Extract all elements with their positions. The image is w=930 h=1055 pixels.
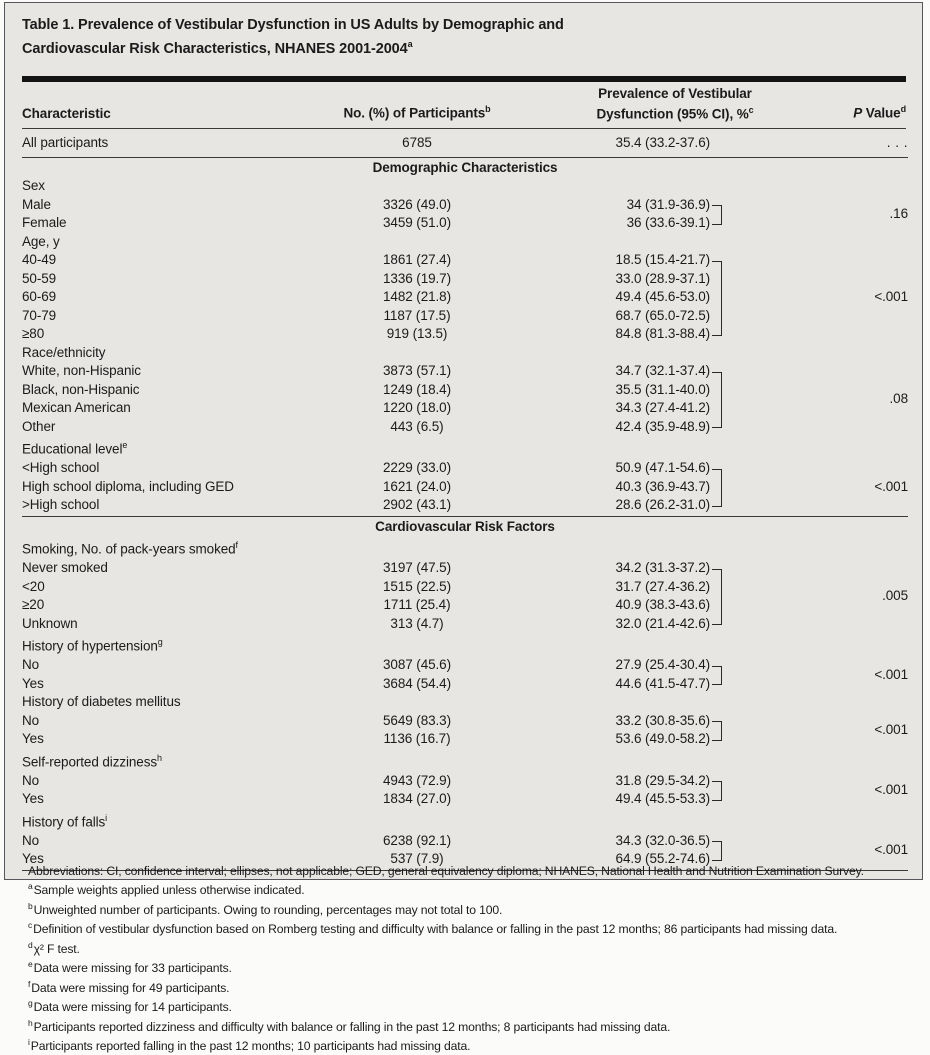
prevalence-cell: 49.4 (45.6-53.0) (615, 289, 710, 305)
group-label: Race/ethnicity (22, 344, 106, 360)
bracket-cell (710, 288, 726, 307)
prevalence-cell: 35.4 (33.2-37.6) (615, 134, 710, 150)
bracket-cell (710, 730, 726, 749)
column-header-participants: No. (%) of Participants$^b$ (343, 104, 491, 121)
group-label-row (22, 233, 908, 252)
characteristic-cell: No (22, 712, 40, 728)
participants-cell: 1136 (16.7) (383, 731, 451, 747)
prevalence-cell: 50.9 (47.1-54.6) (615, 460, 710, 476)
group-bracket (712, 399, 722, 419)
footnote-h (28, 1016, 924, 1035)
footnote-marker: i (105, 812, 108, 823)
abbreviations-note (28, 864, 924, 879)
prevalence-cell: 53.6 (49.0-58.2) (615, 731, 710, 747)
characteristic-cell: Mexican American (22, 400, 131, 416)
pvalue-cell: . . . (886, 134, 908, 150)
prevalence-cell: 34.7 (32.1-37.4) (615, 363, 710, 379)
footnote-marker: f (235, 540, 238, 551)
bracket-cell (710, 362, 726, 381)
participants-cell: 1187 (17.5) (383, 307, 451, 323)
characteristic-cell: 60-69 (22, 289, 57, 305)
participants-cell: 3326 (49.0) (383, 196, 451, 212)
characteristic-cell: 40-49 (22, 252, 57, 268)
group-label-row (22, 536, 908, 559)
group-bracket (712, 674, 722, 685)
table-row (22, 559, 908, 578)
participants-cell: 919 (13.5) (386, 326, 448, 342)
group-label: Age, y (22, 233, 60, 249)
bracket-cell (710, 578, 726, 597)
participants-cell: 1249 (18.4) (383, 381, 451, 397)
prevalence-cell: 34 (31.9-36.9) (626, 196, 710, 212)
footnote-marker: g (157, 637, 163, 648)
data-table (22, 129, 908, 872)
characteristic-cell: <High school (22, 460, 100, 476)
characteristic-cell: No (22, 772, 40, 788)
group-bracket (712, 850, 722, 861)
bracket-cell (710, 496, 726, 515)
bracket-cell (710, 459, 726, 478)
prevalence-cell: 34.3 (27.4-41.2) (615, 400, 710, 416)
footnote-text: Data were missing for 14 participants. (33, 1000, 232, 1015)
participants-cell: 1482 (21.8) (383, 289, 451, 305)
column-header-row (22, 82, 906, 129)
prevalence-cell: 33.2 (30.8-35.6) (615, 712, 710, 728)
table-row (22, 712, 908, 731)
prevalence-cell: 40.9 (38.3-43.6) (615, 597, 710, 613)
table-row (22, 656, 908, 675)
group-label-row (22, 809, 908, 832)
group-bracket (712, 477, 722, 497)
table-row (22, 129, 908, 156)
prevalence-cell: 28.6 (26.2-31.0) (615, 497, 710, 513)
characteristic-cell: Male (22, 196, 51, 212)
characteristic-cell: Female (22, 215, 67, 231)
participants-cell: 6238 (92.1) (383, 832, 451, 848)
group-bracket (712, 596, 722, 616)
group-label: Sex (22, 178, 45, 194)
group-bracket (712, 214, 722, 225)
prevalence-cell: 40.3 (36.9-43.7) (615, 478, 710, 494)
pvalue-cell: <.001 (874, 478, 908, 494)
footnote-marker: d (28, 939, 33, 950)
prevalence-cell: 34.2 (31.3-37.2) (615, 560, 710, 576)
footnote-marker: e (122, 440, 128, 451)
footnote-marker: a (28, 881, 33, 892)
footnote-text: Data were missing for 33 participants. (33, 961, 232, 976)
participants-cell: 1336 (19.7) (383, 270, 451, 286)
participants-cell: 3459 (51.0) (383, 215, 451, 231)
pvalue-cell: .08 (889, 391, 908, 407)
group-label-row (22, 633, 908, 656)
participants-cell: 2902 (43.1) (383, 497, 451, 513)
footnote-marker: c (28, 920, 33, 931)
title-footnote-marker: a (407, 39, 413, 49)
group-bracket (712, 577, 722, 597)
footnote-d (28, 938, 924, 957)
bracket-cell (710, 559, 726, 578)
group-label-row (22, 749, 908, 772)
bracket-cell (710, 675, 726, 694)
footnote-e (28, 957, 924, 976)
characteristic-cell: Never smoked (22, 560, 108, 576)
section-header-row (22, 159, 908, 178)
column-header-pvalue: P Value$^d$ (853, 104, 906, 121)
footnote-g (28, 996, 924, 1015)
prevalence-cell: 31.8 (29.5-34.2) (615, 772, 710, 788)
group-label-row (22, 436, 908, 459)
table-row (22, 196, 908, 215)
prevalence-cell: 68.7 (65.0-72.5) (615, 307, 710, 323)
participants-cell: 3684 (54.4) (383, 675, 451, 691)
group-bracket (712, 269, 722, 289)
footnote-marker: g (28, 998, 33, 1009)
footnote-marker: h (157, 752, 162, 763)
participants-cell: 443 (6.5) (390, 418, 444, 434)
participants-cell: 1515 (22.5) (383, 578, 451, 594)
pvalue-cell: <.001 (874, 782, 908, 798)
pvalue-cell: <.001 (874, 666, 908, 682)
footnote-b (28, 899, 924, 918)
participants-cell: 5649 (83.3) (383, 712, 451, 728)
group-label: Smoking, No. of pack-years smoked$^f$ (22, 540, 238, 557)
participants-cell: 1621 (24.0) (383, 478, 451, 494)
column-header-prevalence: Prevalence of Vestibular Dysfunction (95% CI), %$^c$ (596, 86, 754, 122)
group-bracket (712, 380, 722, 400)
prevalence-cell: 27.9 (25.4-30.4) (615, 657, 710, 673)
prevalence-cell: 33.0 (28.9-37.1) (615, 270, 710, 286)
pvalue-cell: <.001 (874, 722, 908, 738)
group-label-row (22, 344, 908, 363)
participants-cell: 4943 (72.9) (383, 772, 451, 788)
pvalue-cell: .005 (882, 588, 908, 604)
participants-cell: 3087 (45.6) (383, 657, 451, 673)
bracket-cell (710, 615, 726, 634)
participants-cell: 1834 (27.0) (383, 791, 451, 807)
group-label: Educational level$^e$ (22, 440, 128, 457)
participants-cell: 1220 (18.0) (383, 400, 451, 416)
characteristic-cell: All participants (22, 134, 109, 150)
prevalence-cell: 64.9 (55.2-74.6) (615, 851, 710, 867)
characteristic-cell: White, non-Hispanic (22, 363, 141, 379)
footnote-text: Data were missing for 49 participants. (31, 980, 230, 995)
prevalence-cell: 31.7 (27.4-36.2) (615, 578, 710, 594)
table-row (22, 362, 908, 381)
column-header-characteristic: Characteristic (22, 105, 111, 121)
bracket-cell (710, 418, 726, 437)
participants-cell: 6785 (402, 134, 432, 150)
bracket-cell (710, 196, 726, 215)
characteristic-cell: <20 (22, 578, 45, 594)
section-header: Cardiovascular Risk Factors (375, 518, 555, 534)
bracket-cell (710, 772, 726, 791)
table-row (22, 459, 908, 478)
bracket-cell (710, 656, 726, 675)
footnote-i (28, 1035, 924, 1054)
characteristic-cell: Yes (22, 675, 44, 691)
group-bracket (712, 325, 722, 336)
bracket-cell (710, 270, 726, 289)
bracket-cell (710, 307, 726, 326)
bracket-cell (710, 399, 726, 418)
footnotes (28, 864, 924, 1055)
prevalence-cell: 35.5 (31.1-40.0) (615, 381, 710, 397)
bracket-cell (710, 129, 726, 156)
characteristic-cell: >High school (22, 497, 100, 513)
characteristic-cell: ≥20 (22, 597, 45, 613)
pvalue-cell: .16 (889, 206, 908, 222)
table-title-line2: Cardiovascular Risk Characteristics, NHANES 2001-2004$^a$ (22, 39, 413, 57)
group-bracket (712, 306, 722, 326)
participants-cell: 1861 (27.4) (383, 252, 451, 268)
footnote-text: Sample weights applied unless otherwise indicated. (33, 883, 305, 898)
table-title (22, 16, 906, 59)
bracket-cell (710, 325, 726, 344)
prevalence-cell: 36 (33.6-39.1) (626, 215, 710, 231)
group-label: Self-reported dizziness$^h$ (22, 752, 162, 770)
prevalence-cell: 32.0 (21.4-42.6) (615, 615, 710, 631)
group-bracket (712, 790, 722, 801)
footnote-text: Definition of vestibular dysfunction based on Romberg testing and difficulty with balance or falling in the past 12 months; 86 participants had missing data. (33, 922, 838, 937)
section-header: Demographic Characteristics (372, 159, 558, 175)
characteristic-cell: Yes (22, 791, 44, 807)
group-label: History of diabetes mellitus (22, 694, 181, 710)
table-row (22, 832, 908, 851)
characteristic-cell: No (22, 832, 40, 848)
footnote-text: χ² F test. (33, 941, 80, 956)
participants-cell: 1711 (25.4) (383, 597, 451, 613)
footnote-text: Unweighted number of participants. Owing to rounding, percentages may not total to 100. (33, 902, 503, 917)
group-bracket (712, 496, 722, 507)
footnote-text: Participants reported falling in the past 12 months; 10 participants had missing data. (30, 1039, 471, 1054)
participants-cell: 3197 (47.5) (383, 560, 451, 576)
footnote-text: Participants reported dizziness and difficulty with balance or falling in the past 12 months; 8 participants had missing data. (33, 1019, 671, 1034)
characteristic-cell: High school diploma, including GED (22, 478, 234, 494)
characteristic-cell: Unknown (22, 615, 78, 631)
footnote-marker: b (28, 900, 33, 911)
footnote-marker: e (28, 959, 33, 970)
prevalence-cell: 34.3 (32.0-36.5) (615, 832, 710, 848)
footnote-text: Abbreviations: CI, confidence interval; ellipses, not applicable; GED, general equivalency diploma; NHANES, National Health and Nutrition Examination Survey. (28, 864, 864, 878)
characteristic-cell: Yes (22, 851, 44, 867)
group-label-row (22, 177, 908, 196)
footnote-f (28, 977, 924, 996)
group-label: History of hypertension$^g$ (22, 637, 163, 654)
pvalue-cell: <.001 (874, 289, 908, 305)
footnote-a (28, 879, 924, 898)
group-bracket (712, 417, 722, 428)
prevalence-cell: 42.4 (35.9-48.9) (615, 418, 710, 434)
characteristic-cell: 70-79 (22, 307, 57, 323)
prevalence-cell: 44.6 (41.5-47.7) (615, 675, 710, 691)
characteristic-cell: 50-59 (22, 270, 57, 286)
footnote-marker: i (28, 1037, 30, 1048)
characteristic-cell: ≥80 (22, 326, 45, 342)
section-header-row (22, 518, 908, 537)
participants-cell: 3873 (57.1) (383, 363, 451, 379)
bracket-cell (710, 832, 726, 851)
bracket-cell (710, 214, 726, 233)
bracket-cell (710, 790, 726, 809)
group-bracket (712, 614, 722, 625)
participants-cell: 313 (4.7) (390, 615, 444, 631)
footnote-marker: h (28, 1017, 33, 1028)
pvalue-cell: <.001 (874, 842, 908, 858)
table-panel (4, 2, 923, 880)
participants-cell: 537 (7.9) (390, 851, 444, 867)
characteristic-cell: Black, non-Hispanic (22, 381, 140, 397)
bracket-cell (710, 381, 726, 400)
footnote-marker: f (28, 978, 31, 989)
participants-cell: 2229 (33.0) (383, 460, 451, 476)
bracket-cell (710, 251, 726, 270)
table-row (22, 251, 908, 270)
characteristic-cell: Yes (22, 731, 44, 747)
group-bracket (712, 730, 722, 741)
group-label-row (22, 693, 908, 712)
footnote-c (28, 918, 924, 937)
table-title-line1: Table 1. Prevalence of Vestibular Dysfunction in US Adults by Demographic and (22, 17, 564, 33)
group-label: History of falls$^i$ (22, 812, 108, 830)
bracket-cell (710, 596, 726, 615)
table-row (22, 772, 908, 791)
bracket-cell (710, 478, 726, 497)
characteristic-cell: No (22, 657, 40, 673)
prevalence-cell: 49.4 (45.5-53.3) (615, 791, 710, 807)
characteristic-cell: Other (22, 418, 56, 434)
group-bracket (712, 288, 722, 308)
prevalence-cell: 84.8 (81.3-88.4) (615, 326, 710, 342)
prevalence-cell: 18.5 (15.4-21.7) (615, 252, 710, 268)
bracket-cell (710, 712, 726, 731)
